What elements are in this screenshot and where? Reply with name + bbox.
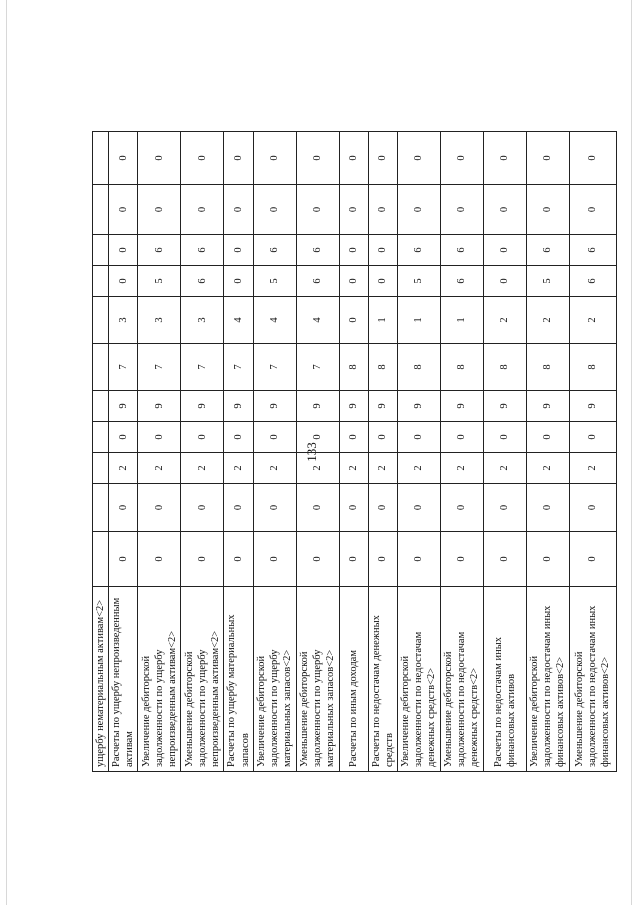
row-label: Расчеты по иным доходам	[339, 587, 368, 772]
row-label: Расчеты по ущербу материальных запасов	[224, 587, 253, 772]
code-cell: 2	[138, 453, 181, 484]
code-cell: 3	[138, 297, 181, 344]
code-cell: 9	[138, 391, 181, 422]
code-cell: 0	[339, 185, 368, 235]
code-cell: 0	[224, 422, 253, 453]
code-cell: 0	[181, 185, 224, 235]
code-cell: 0	[296, 532, 339, 587]
code-cell: 0	[339, 132, 368, 185]
row-label: Расчеты по недостачам денежных средств	[368, 587, 397, 772]
code-cell: 3	[109, 297, 138, 344]
code-cell: 0	[440, 185, 483, 235]
table-row	[109, 132, 138, 772]
row-label: Увеличение дебиторской задолженности по ущербу материальных запасов<2>	[253, 587, 296, 772]
code-cell: 7	[181, 344, 224, 391]
code-cell: 0	[109, 132, 138, 185]
code-cell: 0	[109, 235, 138, 266]
code-cell: 1	[368, 297, 397, 344]
code-cell: 0	[440, 422, 483, 453]
table-row	[397, 132, 440, 772]
code-cell: 0	[397, 532, 440, 587]
accounts-table	[92, 131, 617, 772]
code-cell: 0	[526, 185, 569, 235]
row-label: ущербу нематериальным активам<2>	[93, 587, 109, 772]
code-cell: 6	[181, 266, 224, 297]
code-cell: 0	[526, 532, 569, 587]
code-cell: 6	[138, 235, 181, 266]
code-cell: 9	[569, 391, 616, 422]
row-label: Уменьшение дебиторской задолженности по ущербу материальных запасов<2>	[296, 587, 339, 772]
code-cell: 0	[253, 185, 296, 235]
table-row	[93, 132, 109, 772]
code-cell: 2	[109, 453, 138, 484]
code-cell: 0	[397, 422, 440, 453]
table-row	[483, 132, 526, 772]
scan-edge-line	[631, 0, 632, 905]
code-cell: 6	[397, 235, 440, 266]
code-cell: 4	[253, 297, 296, 344]
code-cell: 0	[440, 132, 483, 185]
table-body	[93, 132, 617, 772]
code-cell: 0	[569, 422, 616, 453]
code-cell: 0	[253, 422, 296, 453]
code-cell: 4	[224, 297, 253, 344]
code-cell: 2	[440, 453, 483, 484]
code-cell: 9	[526, 391, 569, 422]
code-cell: 6	[569, 235, 616, 266]
code-cell: 6	[526, 235, 569, 266]
code-cell: 0	[138, 532, 181, 587]
code-cell: 2	[296, 453, 339, 484]
code-cell: 5	[526, 266, 569, 297]
code-cell: 2	[253, 453, 296, 484]
code-cell: 7	[109, 344, 138, 391]
code-cell: 5	[138, 266, 181, 297]
code-cell: 6	[440, 266, 483, 297]
code-cell: 0	[339, 235, 368, 266]
code-cell: 0	[368, 422, 397, 453]
code-cell: 2	[483, 453, 526, 484]
code-cell: 2	[569, 453, 616, 484]
code-cell	[93, 532, 109, 587]
table-row	[138, 132, 181, 772]
code-cell: 0	[253, 132, 296, 185]
code-cell: 0	[296, 185, 339, 235]
row-label: Увеличение дебиторской задолженности по ущербу непроизведенным активам<2>	[138, 587, 181, 772]
code-cell: 0	[526, 422, 569, 453]
code-cell: 0	[368, 532, 397, 587]
code-cell: 0	[224, 235, 253, 266]
table-row	[224, 132, 253, 772]
code-cell: 8	[397, 344, 440, 391]
code-cell: 6	[253, 235, 296, 266]
code-cell: 0	[339, 297, 368, 344]
code-cell: 0	[397, 132, 440, 185]
code-cell: 0	[339, 422, 368, 453]
code-cell: 0	[109, 266, 138, 297]
table-row	[569, 132, 616, 772]
code-cell: 8	[569, 344, 616, 391]
code-cell: 0	[253, 532, 296, 587]
code-cell: 0	[224, 185, 253, 235]
code-cell: 0	[569, 185, 616, 235]
code-cell: 9	[181, 391, 224, 422]
code-cell	[93, 297, 109, 344]
table-row	[368, 132, 397, 772]
code-cell: 0	[368, 185, 397, 235]
code-cell	[93, 391, 109, 422]
row-label: Расчеты по недостачам иных финансовых активов	[483, 587, 526, 772]
code-cell: 0	[138, 185, 181, 235]
code-cell: 2	[181, 453, 224, 484]
code-cell: 0	[138, 484, 181, 532]
code-cell: 1	[440, 297, 483, 344]
code-cell: 2	[224, 453, 253, 484]
code-cell: 8	[526, 344, 569, 391]
code-cell: 0	[109, 532, 138, 587]
code-cell: 0	[397, 185, 440, 235]
code-cell: 2	[368, 453, 397, 484]
code-cell: 0	[440, 484, 483, 532]
code-cell: 8	[440, 344, 483, 391]
row-label: Уменьшение дебиторской задолженности по недостачам иных финансовых активов<2>	[569, 587, 616, 772]
code-cell: 8	[339, 344, 368, 391]
code-cell: 0	[109, 185, 138, 235]
code-cell: 0	[368, 235, 397, 266]
row-label: Уменьшение дебиторской задолженности по ущербу непроизведенным активам<2>	[181, 587, 224, 772]
code-cell: 8	[483, 344, 526, 391]
code-cell: 6	[181, 235, 224, 266]
code-cell: 0	[368, 132, 397, 185]
scan-edge-line	[6, 0, 7, 905]
table-row	[526, 132, 569, 772]
table-row	[181, 132, 224, 772]
code-cell	[93, 132, 109, 185]
page-number: 133	[304, 442, 319, 462]
code-cell: 2	[526, 453, 569, 484]
code-cell: 0	[483, 532, 526, 587]
code-cell: 2	[339, 453, 368, 484]
code-cell: 4	[296, 297, 339, 344]
code-cell	[93, 266, 109, 297]
code-cell: 9	[483, 391, 526, 422]
code-cell: 0	[368, 266, 397, 297]
code-cell: 0	[181, 132, 224, 185]
code-cell: 2	[526, 297, 569, 344]
code-cell: 0	[253, 484, 296, 532]
code-cell: 0	[296, 484, 339, 532]
code-cell: 0	[181, 484, 224, 532]
code-cell: 0	[569, 484, 616, 532]
code-cell	[93, 484, 109, 532]
row-label: Увеличение дебиторской задолженности по недостачам иных финансовых активов<2>	[526, 587, 569, 772]
code-cell	[93, 422, 109, 453]
code-cell: 0	[296, 132, 339, 185]
code-cell: 0	[181, 422, 224, 453]
table-row	[440, 132, 483, 772]
code-cell: 9	[109, 391, 138, 422]
code-cell: 2	[569, 297, 616, 344]
code-cell: 0	[224, 266, 253, 297]
code-cell: 0	[181, 532, 224, 587]
table-row	[296, 132, 339, 772]
code-cell: 9	[253, 391, 296, 422]
code-cell: 7	[296, 344, 339, 391]
rotated-table-container	[92, 132, 612, 772]
code-cell: 0	[483, 185, 526, 235]
code-cell: 0	[483, 484, 526, 532]
code-cell: 9	[368, 391, 397, 422]
code-cell: 6	[440, 235, 483, 266]
code-cell: 0	[224, 132, 253, 185]
table-row	[253, 132, 296, 772]
code-cell: 9	[339, 391, 368, 422]
code-cell: 0	[483, 266, 526, 297]
code-cell: 0	[339, 532, 368, 587]
code-cell: 2	[397, 453, 440, 484]
code-cell: 0	[224, 484, 253, 532]
code-cell: 0	[569, 132, 616, 185]
code-cell: 1	[397, 297, 440, 344]
code-cell: 6	[569, 266, 616, 297]
code-cell: 0	[138, 422, 181, 453]
code-cell: 5	[253, 266, 296, 297]
code-cell: 0	[397, 484, 440, 532]
code-cell: 0	[339, 266, 368, 297]
code-cell: 3	[181, 297, 224, 344]
code-cell: 8	[368, 344, 397, 391]
code-cell: 0	[483, 132, 526, 185]
code-cell: 9	[296, 391, 339, 422]
code-cell: 9	[440, 391, 483, 422]
code-cell: 0	[483, 422, 526, 453]
code-cell: 9	[397, 391, 440, 422]
code-cell	[93, 453, 109, 484]
code-cell: 6	[296, 235, 339, 266]
code-cell: 0	[109, 422, 138, 453]
code-cell	[93, 185, 109, 235]
code-cell	[93, 344, 109, 391]
code-cell: 0	[138, 132, 181, 185]
code-cell: 0	[368, 484, 397, 532]
code-cell	[93, 235, 109, 266]
code-cell: 2	[483, 297, 526, 344]
code-cell: 6	[296, 266, 339, 297]
code-cell: 0	[440, 532, 483, 587]
code-cell: 0	[483, 235, 526, 266]
row-label: Уменьшение дебиторской задолженности по недостачам денежных средств<2>	[440, 587, 483, 772]
code-cell: 0	[526, 132, 569, 185]
code-cell: 7	[253, 344, 296, 391]
code-cell: 9	[224, 391, 253, 422]
code-cell: 0	[569, 532, 616, 587]
code-cell: 5	[397, 266, 440, 297]
row-label: Расчеты по ущербу непроизведенным активам	[109, 587, 138, 772]
code-cell: 7	[138, 344, 181, 391]
code-cell: 7	[224, 344, 253, 391]
row-label: Увеличение дебиторской задолженности по недостачам денежных средств<2>	[397, 587, 440, 772]
code-cell: 0	[109, 484, 138, 532]
code-cell: 0	[296, 422, 339, 453]
table-row	[339, 132, 368, 772]
code-cell: 0	[339, 484, 368, 532]
code-cell: 0	[224, 532, 253, 587]
code-cell: 0	[526, 484, 569, 532]
